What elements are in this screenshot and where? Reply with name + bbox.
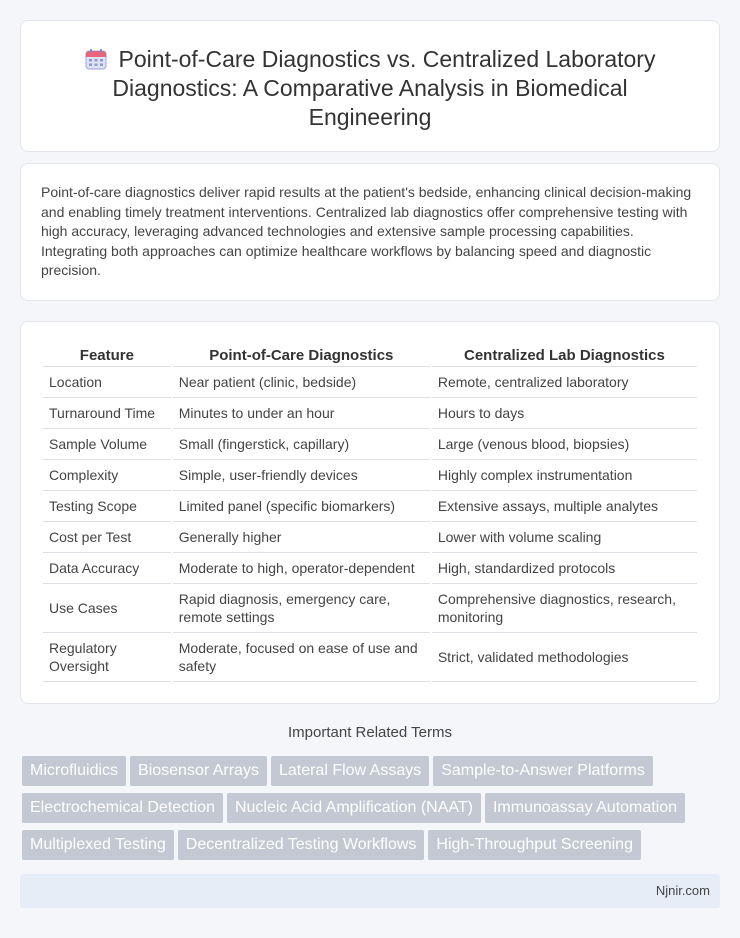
column-header: Point-of-Care Diagnostics [173,342,430,367]
term-tag[interactable]: High-Throughput Screening [428,830,641,860]
feature-cell: Sample Volume [43,429,171,460]
footer-brand: Njnir.com [655,883,710,898]
poc-cell: Moderate to high, operator-dependent [173,553,430,584]
term-tag[interactable]: Lateral Flow Assays [271,756,429,786]
lab-cell: High, standardized protocols [432,553,697,584]
lab-cell: Large (venous blood, biopsies) [432,429,697,460]
table-row [43,522,697,553]
lab-cell: Hours to days [432,398,697,429]
table-row [43,398,697,429]
feature-cell: Cost per Test [43,522,171,553]
term-tag[interactable]: Microfluidics [22,756,126,786]
related-terms-heading: Important Related Terms [288,724,452,741]
poc-cell: Minutes to under an hour [173,398,430,429]
table-row [43,633,697,682]
feature-cell: Use Cases [43,584,171,633]
poc-cell: Moderate, focused on ease of use and safety [173,633,430,682]
comparison-table [41,342,699,682]
title-text: Point-of-Care Diagnostics vs. Centralized Laboratory Diagnostics: A Comparative Analysis in Biomedical Engineering [112,46,656,130]
lab-cell: Lower with volume scaling [432,522,697,553]
term-tag[interactable]: Multiplexed Testing [22,830,174,860]
calendar-icon [85,48,107,70]
table-row [43,553,697,584]
lab-cell: Remote, centralized laboratory [432,367,697,398]
poc-cell: Limited panel (specific biomarkers) [173,491,430,522]
footer [20,874,720,908]
feature-cell: Complexity [43,460,171,491]
poc-cell: Small (fingerstick, capillary) [173,429,430,460]
poc-cell: Generally higher [173,522,430,553]
column-header: Feature [43,342,171,367]
comparison-table-card [20,321,720,704]
table-row [43,429,697,460]
lab-cell: Highly complex instrumentation [432,460,697,491]
table-row [43,367,697,398]
intro-paragraph: Point-of-care diagnostics deliver rapid results at the patient's bedside, enhancing clinical decision-making and enabling timely treatment interventions. Centralized lab diagnostics offer comprehensive testing with high accuracy, leveraging advanced technologies and extensive sample processing capabilities. Integrating both approaches can optimize healthcare workflows by balancing speed and diagnostic precision. [41,184,692,278]
feature-cell: Testing Scope [43,491,171,522]
table-header-row [43,342,697,367]
feature-cell: Location [43,367,171,398]
lab-cell: Comprehensive diagnostics, research, monitoring [432,584,697,633]
lab-cell: Extensive assays, multiple analytes [432,491,697,522]
term-tag[interactable]: Immunoassay Automation [485,793,685,823]
term-tag[interactable]: Sample-to-Answer Platforms [433,756,653,786]
table-row [43,491,697,522]
poc-cell: Simple, user-friendly devices [173,460,430,491]
intro-card [20,163,720,301]
column-header: Centralized Lab Diagnostics [432,342,697,367]
term-tag[interactable]: Biosensor Arrays [130,756,267,786]
title-card [20,20,720,152]
lab-cell: Strict, validated methodologies [432,633,697,682]
poc-cell: Near patient (clinic, bedside) [173,367,430,398]
related-terms-list [22,756,722,867]
term-tag[interactable]: Decentralized Testing Workflows [178,830,425,860]
term-tag[interactable]: Electrochemical Detection [22,793,223,823]
page-title [51,45,689,132]
feature-cell: Turnaround Time [43,398,171,429]
table-row [43,584,697,633]
feature-cell: Regulatory Oversight [43,633,171,682]
table-row [43,460,697,491]
feature-cell: Data Accuracy [43,553,171,584]
poc-cell: Rapid diagnosis, emergency care, remote settings [173,584,430,633]
term-tag[interactable]: Nucleic Acid Amplification (NAAT) [227,793,481,823]
